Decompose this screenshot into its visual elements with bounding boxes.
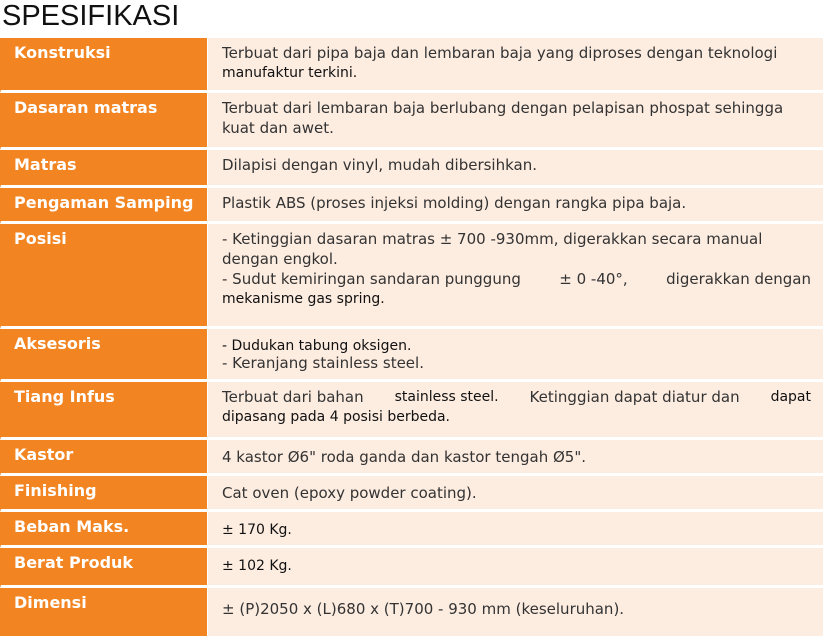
row-label: Konstruksi bbox=[0, 38, 207, 93]
row-label: Berat Produk bbox=[0, 548, 207, 588]
value-line: Cat oven (epoxy powder coating). bbox=[222, 484, 477, 502]
value-segment: stainless steel. bbox=[394, 389, 499, 405]
row-value bbox=[207, 188, 823, 224]
value-line bbox=[222, 269, 811, 289]
value-line: - Keranjang stainless steel. bbox=[222, 354, 424, 372]
table-row bbox=[0, 382, 823, 440]
row-label: Tiang Infus bbox=[0, 382, 207, 440]
value-line: ± 170 Kg. bbox=[222, 522, 292, 538]
value-line: Dilapisi dengan vinyl, mudah dibersihkan. bbox=[222, 156, 537, 174]
page-title: SPESIFIKASI bbox=[2, 0, 180, 32]
value-segment: digerakkan dengan bbox=[666, 270, 811, 288]
row-label: Kastor bbox=[0, 440, 207, 476]
table-row bbox=[0, 548, 823, 588]
table-row bbox=[0, 188, 823, 224]
value-segment: ± 0 -40°, bbox=[559, 270, 628, 288]
value-line: - Ketinggian dasaran matras ± 700 -930mm, digerakkan secara manual bbox=[222, 230, 763, 248]
row-value bbox=[207, 512, 823, 548]
table-row bbox=[0, 440, 823, 476]
row-label: Finishing bbox=[0, 476, 207, 512]
row-value bbox=[207, 440, 823, 476]
table-row bbox=[0, 476, 823, 512]
row-value bbox=[207, 38, 823, 93]
row-value bbox=[207, 329, 823, 382]
row-label: Dimensi bbox=[0, 588, 207, 636]
row-label: Pengaman Samping bbox=[0, 188, 207, 224]
row-value bbox=[207, 150, 823, 188]
value-line: mekanisme gas spring. bbox=[222, 291, 385, 307]
value-line: Plastik ABS (proses injeksi molding) dengan rangka pipa baja. bbox=[222, 194, 687, 212]
row-value bbox=[207, 93, 823, 150]
value-line: 4 kastor Ø6" roda ganda dan kastor tengah Ø5". bbox=[222, 448, 586, 466]
row-value bbox=[207, 382, 823, 440]
table-row bbox=[0, 512, 823, 548]
value-line: manufaktur terkini. bbox=[222, 65, 358, 81]
value-line: kuat dan awet. bbox=[222, 119, 334, 137]
value-line: ± (P)2050 x (L)680 x (T)700 - 930 mm (keseluruhan). bbox=[222, 600, 625, 618]
value-line bbox=[222, 387, 811, 407]
table-row bbox=[0, 38, 823, 93]
row-value bbox=[207, 588, 823, 636]
row-label: Beban Maks. bbox=[0, 512, 207, 548]
table-row bbox=[0, 588, 823, 636]
row-value bbox=[207, 548, 823, 588]
row-label: Aksesoris bbox=[0, 329, 207, 382]
table-row bbox=[0, 93, 823, 150]
specification-table bbox=[0, 38, 823, 636]
table-row bbox=[0, 329, 823, 382]
value-line: ± 102 Kg. bbox=[222, 558, 292, 574]
row-label: Dasaran matras bbox=[0, 93, 207, 150]
row-label: Posisi bbox=[0, 224, 207, 329]
value-line: - Dudukan tabung oksigen. bbox=[222, 338, 412, 354]
value-line: Terbuat dari lembaran baja berlubang dengan pelapisan phospat sehingga bbox=[222, 99, 784, 117]
row-value bbox=[207, 224, 823, 329]
value-segment: Terbuat dari bahan bbox=[222, 388, 364, 406]
table-row bbox=[0, 150, 823, 188]
value-segment: Ketinggian dapat diatur dan bbox=[529, 388, 740, 406]
table-row bbox=[0, 224, 823, 329]
value-line: dengan engkol. bbox=[222, 250, 338, 268]
value-segment: - Sudut kemiringan sandaran punggung bbox=[222, 270, 521, 288]
value-line: Terbuat dari pipa baja dan lembaran baja yang diproses dengan teknologi bbox=[222, 44, 778, 62]
value-line: dipasang pada 4 posisi berbeda. bbox=[222, 409, 451, 425]
row-value bbox=[207, 476, 823, 512]
row-label: Matras bbox=[0, 150, 207, 188]
value-segment: dapat bbox=[770, 389, 811, 405]
